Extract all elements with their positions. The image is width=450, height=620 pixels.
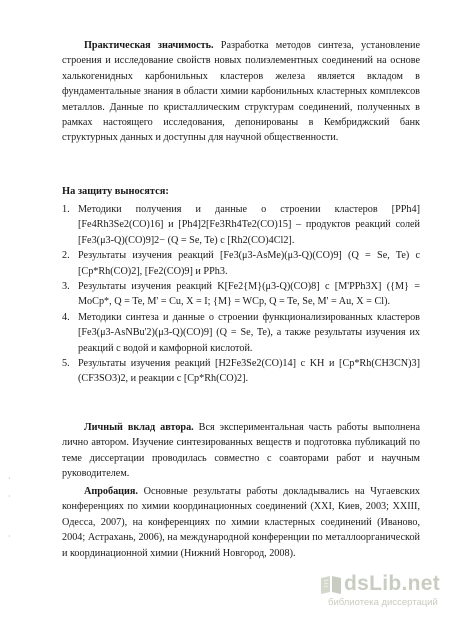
personal-contribution-text: Вся экспериментальная часть работы выполнена лично автором. Изучение синтезированных веществ и подготовка публикаций по теме диссертации проводилась совместно с соавторами работ и научным руководителем.: [62, 422, 420, 480]
list-item-number: 5.: [62, 358, 70, 370]
approbation-paragraph: [62, 484, 420, 561]
defense-list-item: [62, 356, 420, 387]
list-item-text: Результаты изучения реакций K[Fe2{M}(μ3-Q)(CO)8] с [M'PPh3X] ({M} = MoCp*, Q = Te, M' = Cu, X = I; {M} = WCp, Q = Te, Se, M' = Au, X = Cl).: [78, 281, 420, 308]
book-logo-icon: [318, 574, 344, 596]
practical-significance-title: Практическая значимость.: [84, 40, 214, 51]
margin-mark: ·: [8, 492, 11, 501]
margin-mark: ·: [8, 532, 11, 541]
practical-significance-paragraph: [62, 38, 420, 146]
margin-mark: ·: [8, 474, 11, 483]
defense-list-item: [62, 279, 420, 310]
watermark: [318, 572, 440, 610]
defense-list-item: [62, 248, 420, 279]
approbation-text: Основные результаты работы докладывались на Чугаевских конференциях по химии координационных соединений (XXI, Киев, 2003; XXIII, Одесса, 2007), на конференциях по химии кластерных соединений (Иваново, 2004; Астрахань, 2006), на международной конференции по металлоорганической и координационной химии (Нижний Новгород, 2008).: [62, 486, 420, 559]
defense-heading: На защиту выносятся:: [62, 186, 169, 197]
list-item-text: Результаты изучения реакций [Fe3(μ3-AsMe)(μ3-Q)(CO)9] (Q = Se, Te) с [Cp*Rh(CO)2], [Fe2(CO)9] и PPh3.: [78, 250, 420, 277]
defense-list: [62, 202, 420, 387]
list-item-number: 1.: [62, 204, 70, 215]
list-item-text: Методики получения и данные о строении кластеров [PPh4][Fe4Rh3Se2(CO)16] и [Ph4]2[Fe3Rh4Te2(CO)15] – продуктов реакций солей [Fe3(μ3-Q)(CO)9]2− (Q = Se, Te) с [Rh2(CO)4Cl2].: [78, 204, 420, 246]
personal-contribution-title: Личный вклад автора.: [84, 422, 194, 433]
personal-contribution-paragraph: [62, 420, 420, 482]
watermark-subtitle: библиотека диссертаций: [328, 597, 438, 608]
defense-list-item: [62, 202, 420, 248]
list-item-number: 4.: [62, 311, 70, 323]
list-item-number: 3.: [62, 281, 70, 293]
list-item-number: 2.: [62, 250, 70, 262]
list-item-text: Методики синтеза и данные о строении функционализированных кластеров [Fe3(μ3-AsNBu'2)(μ3-Q)(CO)9] (Q = Se, Te), а также результаты изучения их реакций с водой и камфорной кислотой.: [78, 311, 420, 354]
approbation-title: Апробация.: [84, 486, 138, 497]
list-item-text: Результаты изучения реакций [H2Fe3Se2(CO)14] с KH и [Cp*Rh(CH3CN)3](CF3SO3)2, и реакции с [Cp*Rh(CO)2].: [78, 358, 420, 385]
practical-significance-text: Разработка методов синтеза, установление строения и исследование свойств новых полиэлементных соединений на основе халькогенидных карбонильных кластеров железа является вкладом в фундаментальные знания в области химии карбонильных кластерных комплексов металлов. Данные по кристаллическим структурам соединений, полученных в рамках настоящего исследования, депонированы в Кембриджский банк структурных данных и доступны для научной общественности.: [62, 40, 420, 144]
watermark-title: dsLib.net: [344, 572, 441, 595]
defense-list-item: [62, 310, 420, 356]
